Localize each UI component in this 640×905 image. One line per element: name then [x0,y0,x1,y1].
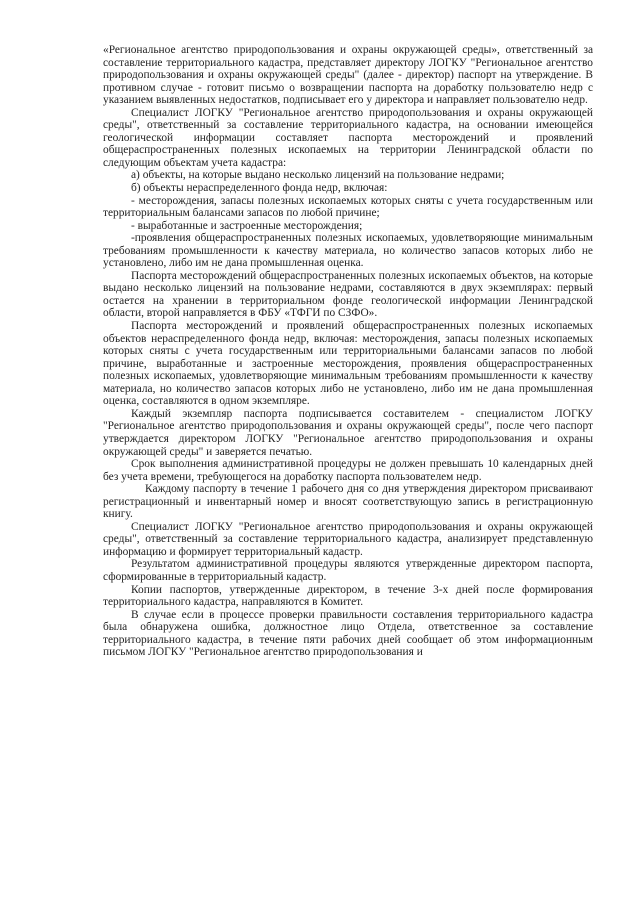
paragraph-6: Срок выполнения административной процедуры не должен превышать 10 календарных дней без учета времени, требующегося на доработку паспорта пользователем недр. [103,458,593,483]
paragraph-11: В случае если в процессе проверки правильности составления территориального кадастра была обнаружена ошибка, должностное лицо Отдела, ответственное за составление территориального кадастра, в течение пяти рабочих дней сообщает об этом информационным письмом ЛОГКУ "Региональное агентство природопользования и [103,608,593,659]
sub-item-2: - выработанные и застроенные месторождения; [131,219,363,232]
list-item-b: б) объекты нераспределенного фонда недр, включая: [131,182,388,195]
paragraph-1: «Региональное агентство природопользования и охраны окружающей среды», ответственный за составление территориального кадастра, представляет директору ЛОГКУ "Региональное агентство природопользования и охраны окружающей среды" (далее - директор) паспорт на утверждение. В противном случае - готовит письмо о возвращении паспорта на доработку пользователю недр с указанием выявленных недостатков, подписывает его у директора и направляет пользователю недр. [103,44,593,107]
paragraph-5: Каждый экземпляр паспорта подписывается составителем - специалистом ЛОГКУ "Региональное агентство природопользования и охраны окружающей среды", после чего паспорт утверждается директором ЛОГКУ "Региональное агентство природопользования и охраны окружающей среды" и заверяется печатью. [103,407,593,458]
paragraph-10: Копии паспортов, утвержденные директором, в течение 3-х дней после формирования территориального кадастра, направляются в Комитет. [103,583,593,609]
sub-item-1: - месторождения, запасы полезных ископаемых которых сняты с учета государственным или территориальным балансами запасов по любой причине; [103,194,593,220]
paragraph-9: Результатом административной процедуры являются утвержденные директором паспорта, сформированные в территориальный кадастр. [103,558,593,583]
paragraph-4: Паспорта месторождений и проявлений общераспространенных полезных ископаемых объектов нераспределенного фонда недр, включая: месторождения, запасы полезных ископаемых которых сняты с учета государственным или территориальными балансами запасов по любой причине, выработанные и застроенные месторождения, проявления общераспространенных полезных ископаемых, удовлетворяющие минимальным требованиям промышленности к качеству материала, но количество запасов которых либо не установлено, либо им не дана промышленная оценка, составляются в одном экземпляре. [103,320,593,408]
paragraph-7: Каждому паспорту в течение 1 рабочего дня со дня утверждения директором присваивают регистрационный и инвентарный номер и вносят соответствующую запись в регистрационную книгу. [103,483,593,521]
sub-item-3: -проявления общераспространенных полезных ископаемых, удовлетворяющие минимальным требованиям промышленности к качеству материала, но количество запасов которых либо не установлено, либо им не дана промышленная оценка. [103,232,593,270]
paragraph-8: Специалист ЛОГКУ "Региональное агентство природопользования и охраны окружающей среды", ответственный за составление территориального кадастра, анализирует представленную информацию и формирует территориальный кадастр. [103,520,593,558]
list-item-a: а) объекты, на которые выдано несколько лицензий на пользование недрами; [131,169,505,182]
paragraph-3: Паспорта месторождений общераспространенных полезных ископаемых объектов, на которые выдано несколько лицензий на пользование недрами, составляются в двух экземплярах: первый остается на хранении в территориальном фонде геологической информации Ленинградской области, второй направляется в ФБУ «ТФГИ по СЗФО». [103,269,593,320]
document-body [103,44,593,659]
paragraph-2: Специалист ЛОГКУ "Региональное агентство природопользования и охраны окружающей среды", ответственный за составление территориального кадастра, на основании имеющейся геологической информации составляет паспорта месторождений и проявлений общераспространенных полезных ископаемых на территории Ленинградской области по следующим объектам учета кадастра: [103,106,593,169]
